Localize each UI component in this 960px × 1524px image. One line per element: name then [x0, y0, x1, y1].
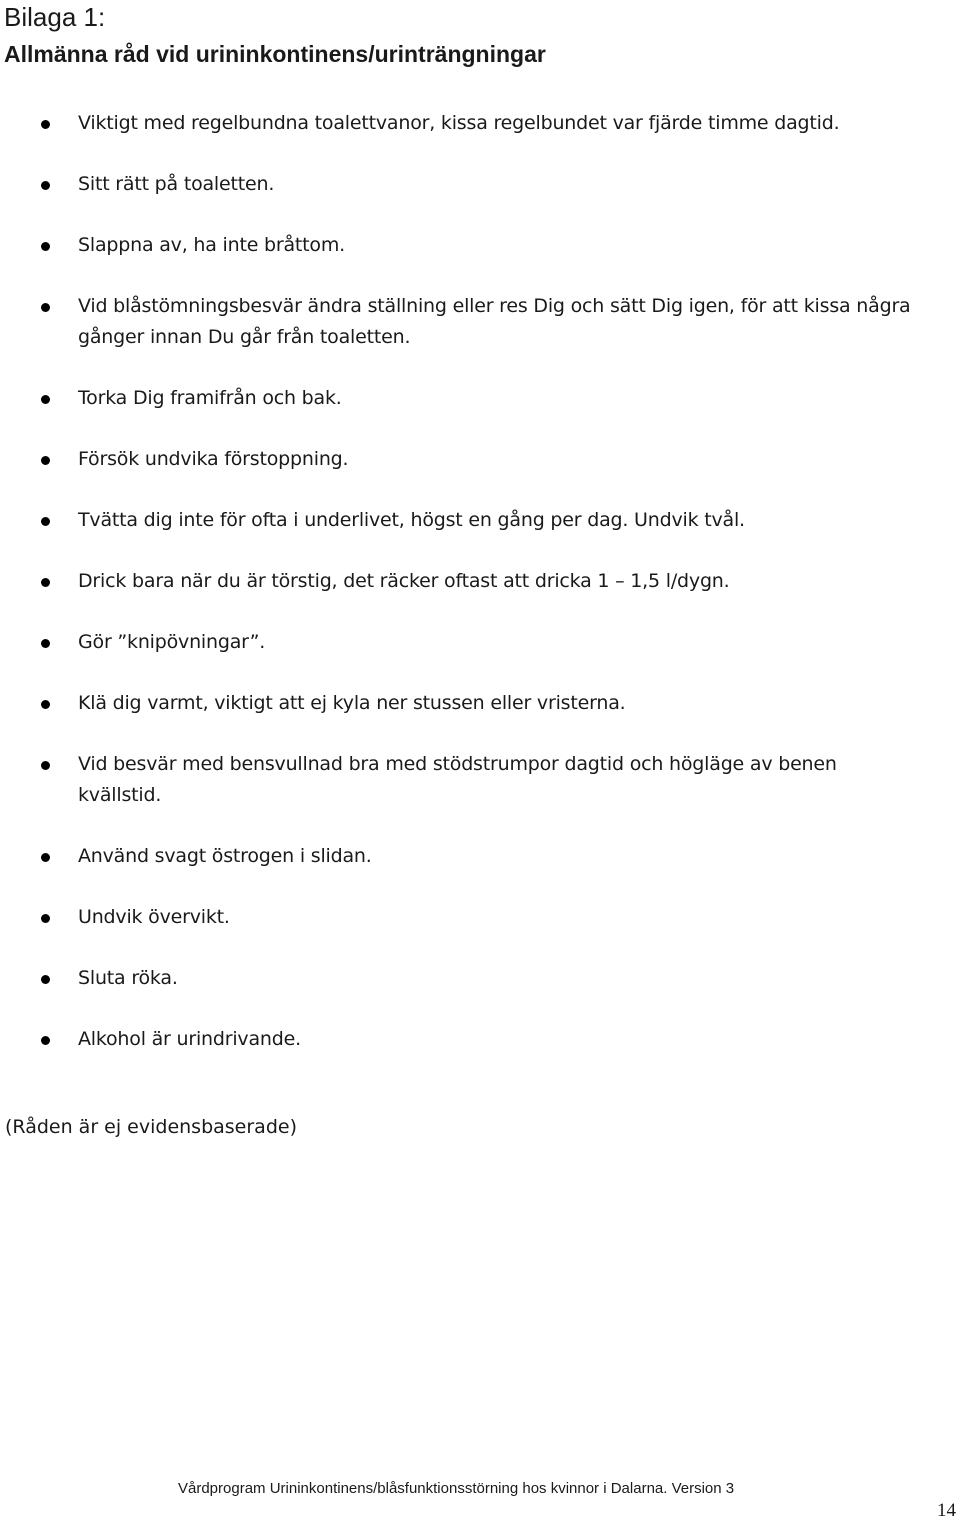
- list-item-text: Gör ”knipövningar”.: [78, 631, 266, 653]
- bullet-icon: [41, 578, 50, 587]
- list-item: [0, 1024, 960, 1055]
- list-item-text: Torka Dig framifrån och bak.: [78, 387, 342, 409]
- list-item-text: Använd svagt östrogen i slidan.: [78, 845, 372, 867]
- bullet-icon: [41, 639, 50, 648]
- bullet-icon: [41, 761, 50, 770]
- bullet-icon: [41, 395, 50, 404]
- appendix-label: Bilaga 1:: [4, 2, 106, 32]
- list-item-text: Tvätta dig inte för ofta i underlivet, högst en gång per dag. Undvik tvål.: [78, 509, 745, 531]
- evidence-note: (Råden är ej evidensbaserade): [5, 1116, 297, 1138]
- list-item: [0, 627, 960, 658]
- list-item-text: gånger innan Du går från toaletten.: [78, 326, 411, 348]
- list-item: [0, 108, 960, 139]
- list-item-text: Vid blåstömningsbesvär ändra ställning eller res Dig och sätt Dig igen, för att kissa några: [78, 295, 911, 317]
- list-item-text: Klä dig varmt, viktigt att ej kyla ner stussen eller vristerna.: [78, 692, 626, 714]
- list-item-text: Vid besvär med bensvullnad bra med stödstrumpor dagtid och högläge av benen: [78, 753, 837, 775]
- list-item: [0, 444, 960, 475]
- list-item: [0, 566, 960, 597]
- list-item: [0, 841, 960, 872]
- bullet-icon: [41, 975, 50, 984]
- bullet-icon: [41, 303, 50, 312]
- list-item: [0, 169, 960, 200]
- bullet-icon: [41, 456, 50, 465]
- bullet-icon: [41, 120, 50, 129]
- list-item: [0, 291, 960, 353]
- list-item: [0, 505, 960, 536]
- bullet-icon: [41, 517, 50, 526]
- list-item: [0, 383, 960, 414]
- list-item-text: Sluta röka.: [78, 967, 178, 989]
- list-item: [0, 902, 960, 933]
- bullet-icon: [41, 700, 50, 709]
- list-item-text: kvällstid.: [78, 784, 162, 806]
- list-item-text: Slappna av, ha inte bråttom.: [78, 234, 346, 256]
- bullet-icon: [41, 181, 50, 190]
- advice-list: [0, 108, 960, 1085]
- bullet-icon: [41, 242, 50, 251]
- bullet-icon: [41, 853, 50, 862]
- list-item-text: Drick bara när du är törstig, det räcker oftast att dricka 1 – 1,5 l/dygn.: [78, 570, 730, 592]
- list-item-text: Sitt rätt på toaletten.: [78, 173, 275, 195]
- list-item: [0, 230, 960, 261]
- list-item: [0, 688, 960, 719]
- list-item-text: Alkohol är urindrivande.: [78, 1028, 301, 1050]
- list-item: [0, 963, 960, 994]
- list-item-text: Undvik övervikt.: [78, 906, 230, 928]
- list-item-text: Försök undvika förstoppning.: [78, 448, 349, 470]
- bullet-icon: [41, 1036, 50, 1045]
- footer-text: Vårdprogram Urininkontinens/blåsfunktionsstörning hos kvinnor i Dalarna. Version 3: [178, 1480, 735, 1497]
- page-number: 14: [937, 1500, 956, 1521]
- page-title: Allmänna råd vid urininkontinens/urinträngningar: [4, 41, 546, 67]
- bullet-icon: [41, 914, 50, 923]
- list-item: [0, 749, 960, 811]
- list-item-text: Viktigt med regelbundna toalettvanor, kissa regelbundet var fjärde timme dagtid.: [78, 112, 840, 134]
